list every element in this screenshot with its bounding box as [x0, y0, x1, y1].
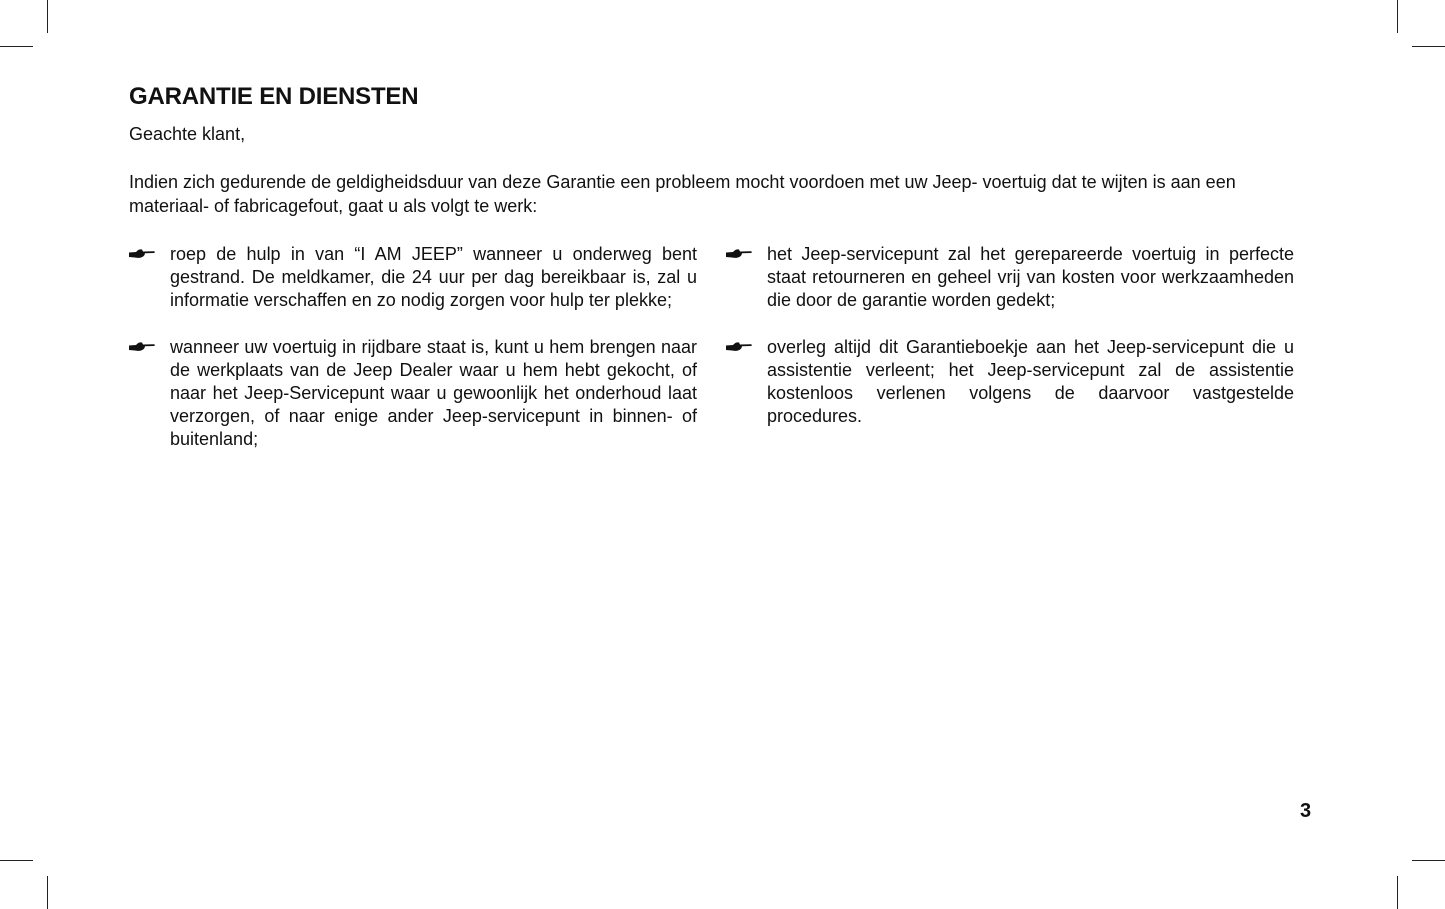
bullet-text: het Jeep-servicepunt zal het gerepareerde voertuig in perfecte staat retourneren en geheel vrij van kosten voor werkzaamheden die door de garantie worden gedekt; — [767, 244, 1294, 311]
crop-mark — [1412, 860, 1445, 861]
crop-mark — [47, 876, 48, 909]
page-number: 3 — [1300, 800, 1312, 822]
pointing-hand-icon — [726, 243, 767, 260]
pointing-hand-icon — [726, 336, 767, 353]
right-column — [726, 243, 1294, 451]
crop-mark — [1397, 0, 1398, 33]
list-item — [129, 243, 697, 313]
page-title: GARANTIE EN DIENSTEN — [129, 83, 419, 110]
crop-mark — [1412, 46, 1445, 47]
bullet-text: wanneer uw voertuig in rijdbare staat is, kunt u hem brengen naar de werkplaats van de Jeep Dealer waar u hem hebt gekocht, of naar het Jeep-Servicepunt waar u gewoonlijk het onderhoud laat verzorgen, of naar enige ander Jeep-servicepunt in binnen- of buitenland; — [170, 336, 697, 450]
left-column — [129, 243, 697, 475]
intro-paragraph: Indien zich gedurende de geldigheidsduur van deze Garantie een probleem mocht voordoen met uw Jeep- voertuig dat te wijten is aan een materiaal- of fabricagefout, gaat u als volgt te werk: — [129, 172, 1236, 216]
pointing-hand-icon — [129, 243, 170, 260]
crop-mark — [0, 46, 33, 47]
list-item — [726, 336, 1294, 429]
pointing-hand-icon — [129, 336, 170, 353]
list-item — [129, 336, 697, 452]
bullet-text: overleg altijd dit Garantieboekje aan het Jeep-servicepunt die u assistentie verleent; het Jeep-servicepunt zal de assistentie kostenloos verlenen volgens de daarvoor vastgestelde procedures. — [767, 336, 1294, 427]
list-item — [726, 243, 1294, 313]
bullet-text: roep de hulp in van “I AM JEEP” wanneer u onderweg bent gestrand. De meldkamer, die 24 uur per dag bereikbaar is, zal u informatie verschaffen en zo nodig zorgen voor hulp ter plekke; — [170, 244, 697, 311]
crop-mark — [1397, 876, 1398, 909]
crop-mark — [47, 0, 48, 33]
crop-mark — [0, 860, 33, 861]
greeting: Geachte klant, — [129, 124, 246, 144]
